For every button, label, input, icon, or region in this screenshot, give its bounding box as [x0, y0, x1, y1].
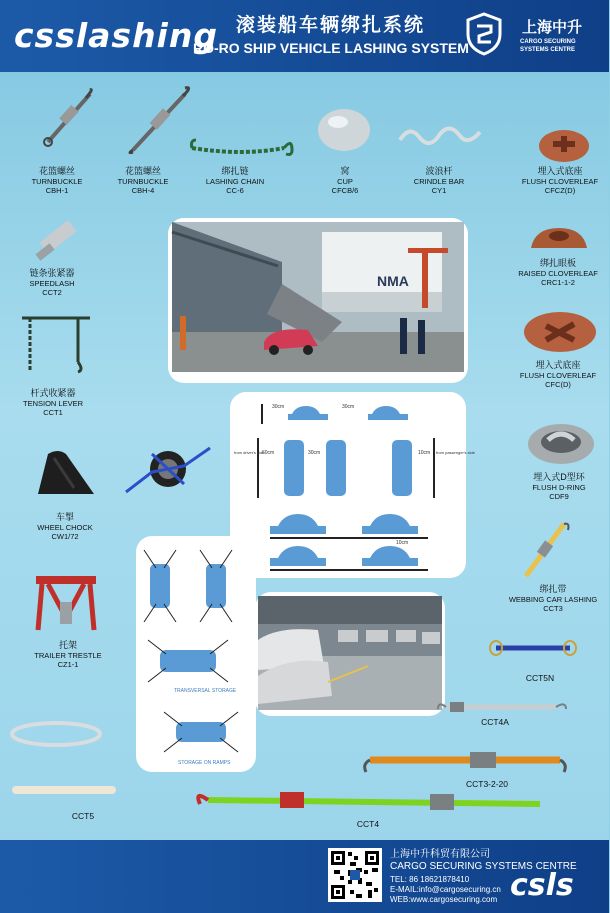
from-passenger-side-label: from passenger's side: [436, 450, 476, 455]
flush-cloverleaf-cfczd-image: [537, 124, 591, 164]
speedlash-image: [30, 212, 84, 264]
label-trailer-trestle: 托架 TRAILER TRESTLE CZ1-1: [34, 640, 102, 669]
company-short-name: 上海中升: [522, 19, 583, 36]
diagram-car: [288, 406, 328, 420]
diagram-car: [284, 440, 304, 496]
company-english-name: [520, 38, 600, 54]
distance-label-10cm: 10cm: [418, 450, 431, 456]
header-banner: [0, 0, 609, 72]
label-speedlash: 链条张紧器 SPEEDLASH CCT2: [29, 268, 75, 297]
footer-company-chinese: 上海中升科贸有限公司: [390, 849, 490, 860]
from-driver-side-label: from driver's side: [234, 450, 265, 455]
label-wheel-chock: 车掣 WHEEL CHOCK CW1/72: [37, 512, 93, 541]
raised-cloverleaf-image: [527, 222, 591, 256]
diagram-car: [270, 514, 326, 534]
strap-cct5-loop-image: [8, 718, 104, 752]
strap-cct5n-image: [488, 638, 578, 658]
footer-email-link[interactable]: E-MAIL:info@cargosecuring.cn: [390, 885, 501, 894]
brand-wordmark: csslashing: [14, 16, 218, 55]
label-crindle-bar: 波浪杆 CRINDLE BAR CY1: [413, 166, 465, 195]
tension-lever-image: [18, 314, 94, 380]
stowage-distance-diagram: [232, 394, 476, 576]
distance-label-30cm-c: 30cm: [308, 450, 321, 456]
label-cct5n: CCT5N: [525, 673, 555, 683]
title-chinese: 滚装船车辆绑扎系统: [236, 15, 426, 36]
label-tension-lever: 杆式收紧器 TENSION LEVER CCT1: [22, 388, 83, 417]
webbing-car-lashing-image: [520, 520, 570, 580]
diagram-car: [160, 650, 216, 672]
diagram-car: [150, 564, 170, 608]
diagram-car: [270, 546, 326, 566]
diagram-car: [176, 722, 226, 742]
turnbuckle-cbh1-image: [40, 86, 100, 148]
footer-company-english: CARGO SECURING SYSTEMS CENTRE: [390, 861, 577, 872]
distance-label-60cm: 60cm: [262, 450, 275, 456]
label-cct5: CCT5: [71, 811, 95, 821]
diagram-car: [368, 406, 408, 420]
label-cct4: CCT4: [356, 819, 380, 829]
footer-telephone: TEL: 86 18621878410: [390, 875, 470, 884]
ship-hull-lettering: NMA: [377, 273, 409, 289]
diagram-car: [362, 514, 418, 534]
transversal-storage-label: TRANSVERSAL STORAGE: [174, 688, 237, 694]
turnbuckle-cbh4-image: [125, 86, 195, 156]
label-cct3-2-20: CCT3-2-20: [465, 779, 509, 789]
lashing-pattern-diagram: [140, 540, 252, 768]
label-lashing-chain: 绑扎链 LASHING CHAIN CC-6: [205, 166, 265, 195]
diagram-car: [362, 546, 418, 566]
qr-code-icon[interactable]: [328, 848, 382, 902]
label-flush-dring: 埋入式D型环 FLUSH D-RING CDF9: [532, 472, 586, 501]
crindle-bar-image: [398, 124, 482, 146]
car-deck-photo: [258, 596, 442, 710]
storage-on-ramps-label: STORAGE ON RAMPS: [178, 760, 231, 766]
diagram-car: [326, 440, 346, 496]
wheel-chock-image: [36, 446, 96, 498]
label-cup: 窝 CUP CFCB/6: [331, 166, 359, 195]
footer-website-link[interactable]: WEB:www.cargosecuring.com: [390, 895, 498, 904]
label-flush-cloverleaf-cfczd: 埋入式底座 FLUSH CLOVERLEAF CFCZ(D): [521, 166, 599, 195]
strap-cct3-2-20-image: [360, 744, 572, 774]
distance-label-30cm-a: 30cm: [272, 404, 285, 410]
title-english: RO-RO SHIP VEHICLE LASHING SYSTEM: [193, 40, 469, 56]
distance-label-30cm-b: 30cm: [342, 404, 355, 410]
flush-dring-image: [526, 418, 596, 466]
strap-cct5-sling-image: [8, 782, 120, 798]
label-turnbuckle-cbh1: 花篮螺丝 TURNBUCKLE CBH-1: [31, 166, 83, 195]
label-webbing-car-lashing: 绑扎带 WEBBING CAR LASHING CCT3: [508, 584, 598, 613]
roro-ship-photo: [172, 222, 464, 372]
label-raised-cloverleaf: 绑扎眼板 RAISED CLOVERLEAF CRC1-1-2: [518, 258, 598, 287]
cup-image: [316, 106, 372, 152]
trailer-trestle-image: [34, 572, 98, 632]
flush-cloverleaf-cfcd-image: [522, 310, 598, 354]
company-english-line1: CARGO SECURING: [520, 39, 576, 45]
diagram-car: [392, 440, 412, 496]
diagram-car: [206, 564, 226, 608]
strap-cct4-image: [190, 786, 552, 816]
footer-logo: csls: [510, 868, 574, 903]
wheel-net-lashing-image: [122, 444, 214, 494]
label-cct4a: CCT4A: [481, 717, 509, 727]
strap-cct4a-image: [436, 700, 572, 714]
lashing-chain-image: [188, 136, 296, 158]
label-flush-cloverleaf-cfcd: 埋入式底座 FLUSH CLOVERLEAF CFC(D): [519, 360, 597, 389]
shield-logo-icon: [466, 12, 502, 56]
company-english-line2: SYSTEMS CENTRE: [520, 47, 576, 53]
distance-label-10cm-b: 10cm: [396, 540, 409, 546]
label-turnbuckle-cbh4: 花篮螺丝 TURNBUCKLE CBH-4: [117, 166, 169, 195]
